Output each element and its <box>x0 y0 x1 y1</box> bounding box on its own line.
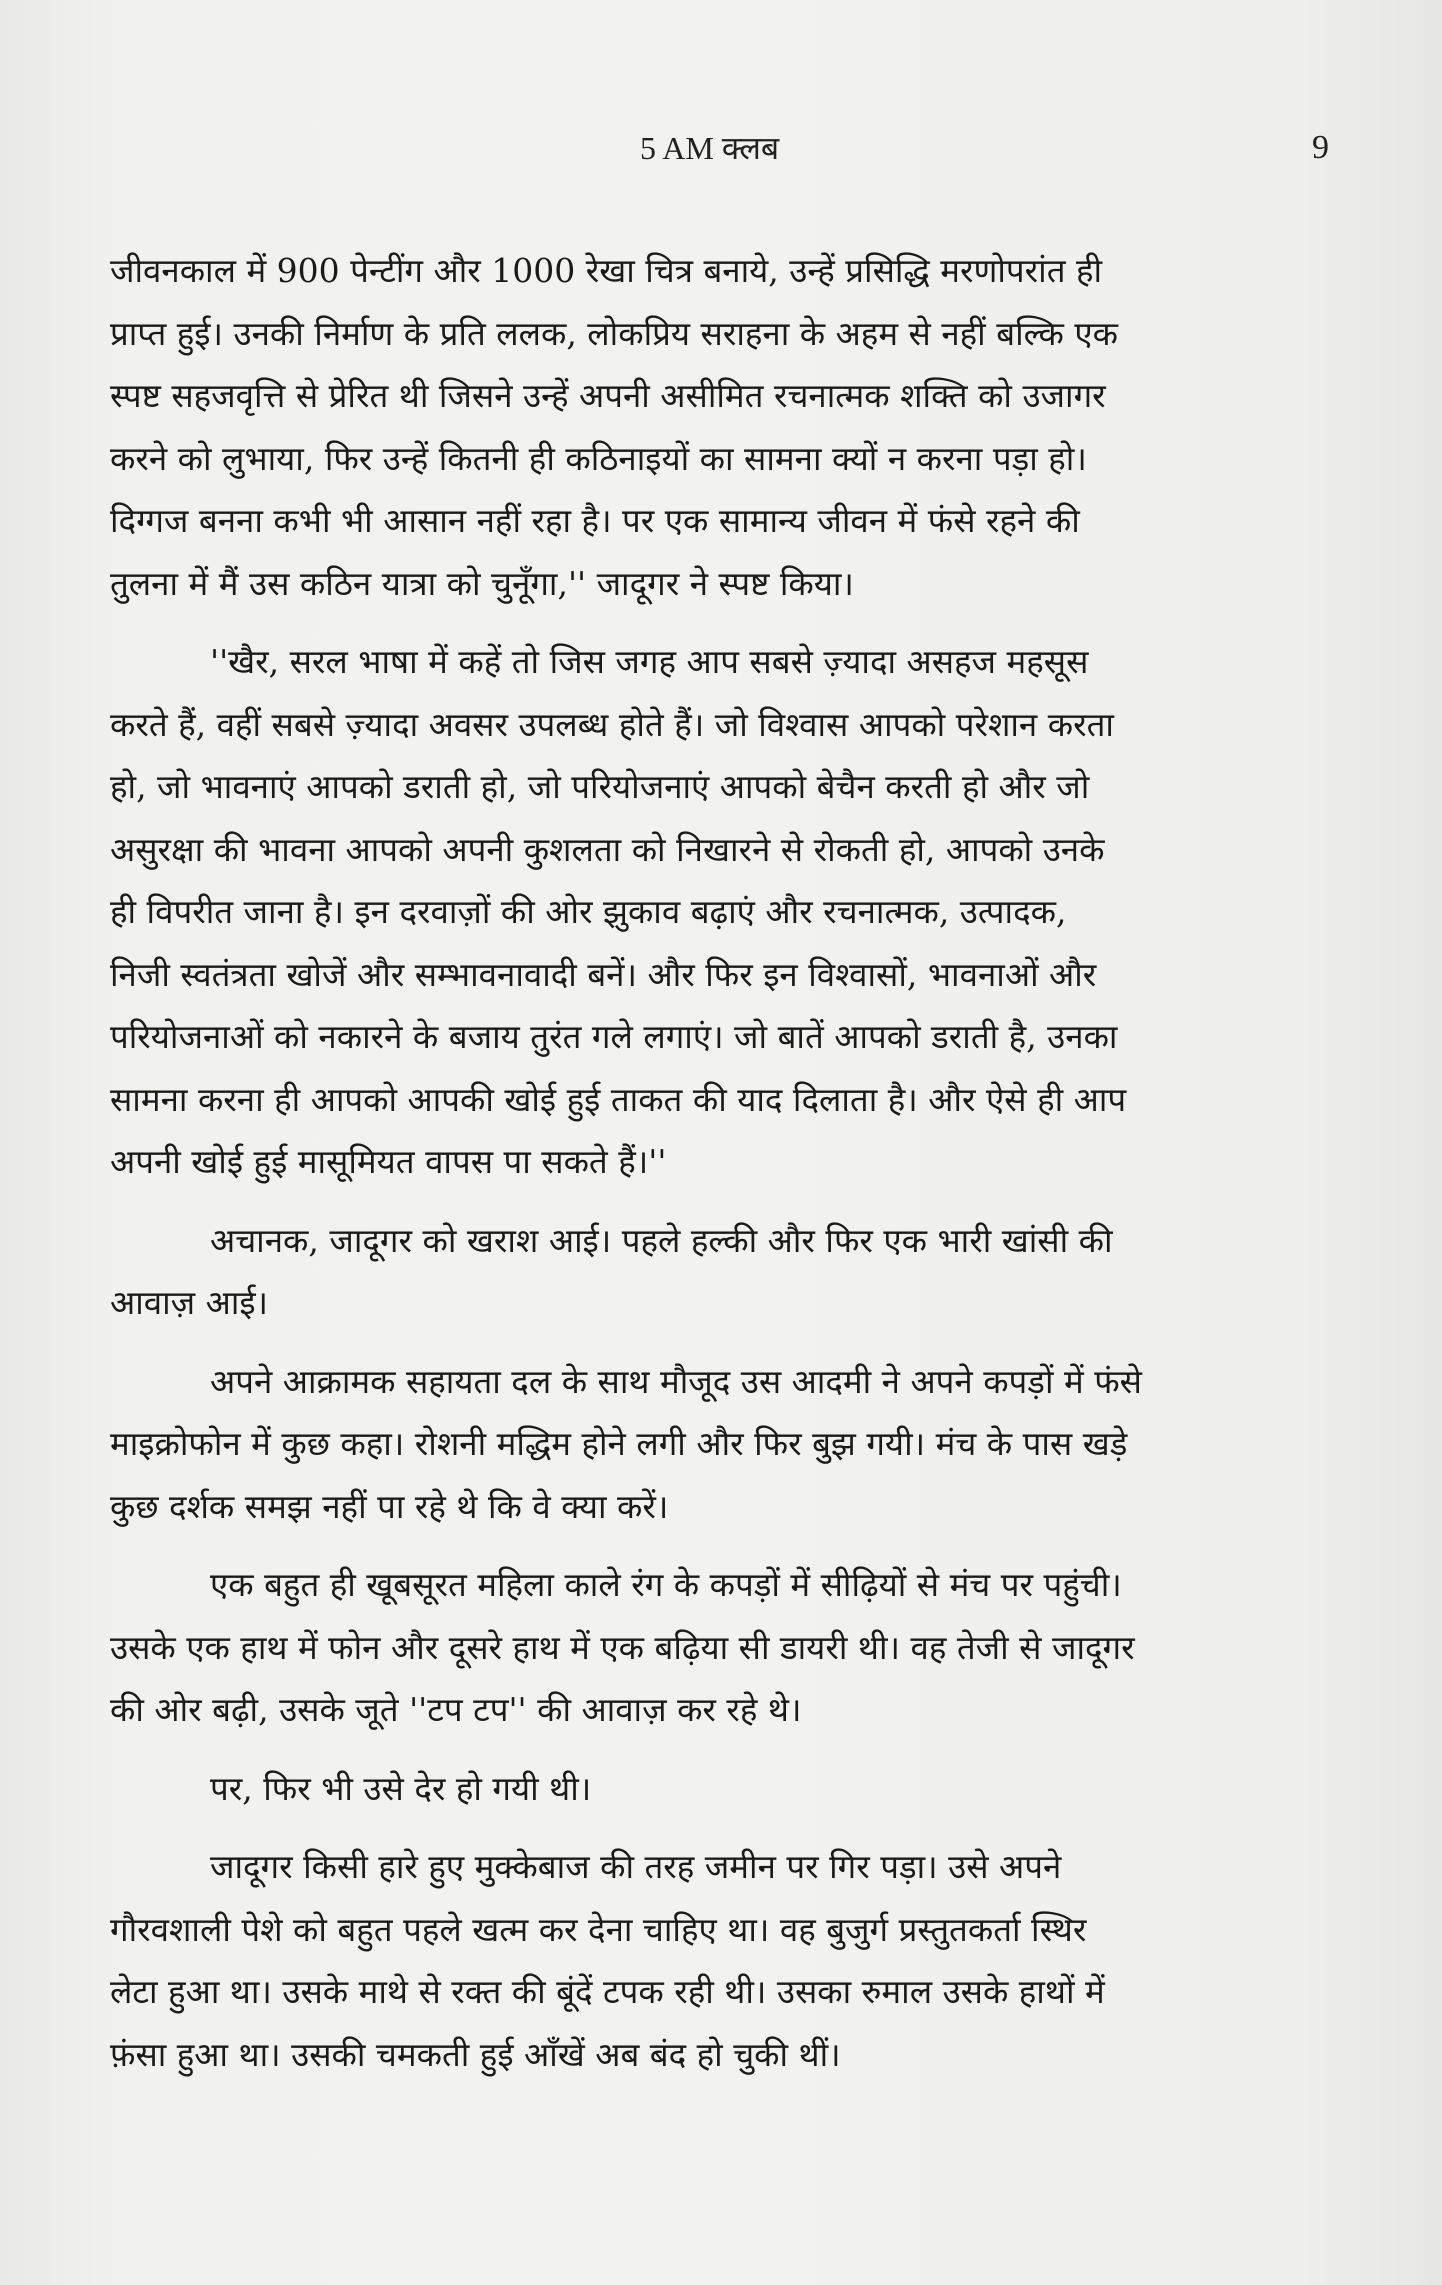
text-line: जादूगर किसी हारे हुए मुक्केबाज की तरह जमीन पर गिर पड़ा। उसे अपने <box>210 1847 1062 1886</box>
text-line: तुलना में मैं उस कठिन यात्रा को चुनूँगा,'' जादूगर ने स्पष्ट किया। <box>110 563 854 603</box>
running-header <box>0 128 1442 178</box>
book-title: 5 AM क्लब <box>640 130 780 166</box>
text-line: की ओर बढ़ी, उसके जूते ''टप टप'' की आवाज़ कर रहे थे। <box>110 1690 802 1729</box>
text-line: असुरक्षा की भावना आपको अपनी कुशलता को निखारने से रोकती हो, आपको उनके <box>110 829 1105 869</box>
paragraph <box>110 1836 1325 2086</box>
text-line: सामना करना ही आपको आपकी खोई हुई ताकत की याद दिलाता है। और ऐसे ही आप <box>110 1079 1127 1119</box>
text-line: ही विपरीत जाना है। इन दरवाज़ों की ओर झुकाव बढ़ाएं और रचनात्मक, उत्पादक, <box>110 892 1067 931</box>
paragraph <box>110 1210 1325 1335</box>
text-line: अपने आक्रामक सहायता दल के साथ मौजूद उस आदमी ने अपने कपड़ों में फंसे <box>210 1361 1142 1401</box>
paragraph <box>110 1758 1325 1821</box>
paragraph <box>110 631 1325 1194</box>
page-number: 9 <box>1312 129 1329 166</box>
text-line: माइक्रोफोन में कुछ कहा। रोशनी मद्धिम होने लगी और फिर बुझ गयी। मंच के पास खड़े <box>110 1424 1128 1463</box>
text-line: जीवनकाल में 900 पेन्टींग और 1000 रेखा चित्र बनाये, उन्हें प्रसिद्धि मरणोपरांत ही <box>110 251 1103 290</box>
paragraph <box>110 240 1325 615</box>
text-line: एक बहुत ही खूबसूरत महिला काले रंग के कपड़ों में सीढ़ियों से मंच पर पहुंची। <box>210 1565 1122 1604</box>
text-line: अपनी खोई हुई मासूमियत वापस पा सकते हैं।'' <box>110 1142 667 1181</box>
text-line: प्राप्त हुई। उनकी निर्माण के प्रति ललक, लोकप्रिय सराहना के अहम से नहीं बल्कि एक <box>110 313 1118 353</box>
text-line: दिग्गज बनना कभी भी आसान नहीं रहा है। पर एक सामान्य जीवन में फंसे रहने की <box>110 501 1080 540</box>
text-line: करने को लुभाया, फिर उन्हें कितनी ही कठिनाइयों का सामना क्यों न करना पड़ा हो। <box>110 438 1087 478</box>
text-line: पर, फिर भी उसे देर हो गयी थी। <box>210 1768 592 1808</box>
text-line: गौरवशाली पेशे को बहुत पहले खत्म कर देना चाहिए था। वह बुजुर्ग प्रस्तुतकर्ता स्थिर <box>110 1909 1087 1949</box>
text-line: फ़ंसा हुआ था। उसकी चमकती हुई आँखें अब बंद हो चुकी थीं। <box>110 2034 841 2074</box>
text-line: लेटा हुआ था। उसके माथे से रक्त की बूंदें टपक रही थी। उसका रुमाल उसके हाथों में <box>110 1972 1105 2011</box>
paragraph <box>110 1554 1325 1742</box>
text-line: ''खैर, सरल भाषा में कहें तो जिस जगह आप सबसे ज़्यादा असहज महसूस <box>210 642 1089 681</box>
text-line: आवाज़ आई। <box>110 1283 269 1322</box>
paragraph <box>110 1351 1325 1539</box>
text-line: अचानक, जादूगर को खराश आई। पहले हल्की और फिर एक भारी खांसी की <box>210 1220 1113 1260</box>
text-line: कुछ दर्शक समझ नहीं पा रहे थे कि वे क्या करें। <box>110 1486 669 1526</box>
text-line: परियोजनाओं को नकारने के बजाय तुरंत गले लगाएं। जो बातें आपको डराती है, उनका <box>110 1017 1118 1056</box>
text-line: करते हैं, वहीं सबसे ज़्यादा अवसर उपलब्ध होते हैं। जो विश्वास आपको परेशान करता <box>110 704 1114 744</box>
text-line: निजी स्वतंत्रता खोजें और सम्भावनावादी बनें। और फिर इन विश्वासों, भावनाओं और <box>110 954 1097 994</box>
text-line: हो, जो भावनाएं आपको डराती हो, जो परियोजनाएं आपको बेचैन करती हो और जो <box>110 767 1090 806</box>
text-line: स्पष्ट सहजवृत्ति से प्रेरित थी जिसने उन्हें अपनी असीमित रचनात्मक शक्ति को उजागर <box>110 376 1106 415</box>
text-line: उसके एक हाथ में फोन और दूसरे हाथ में एक बढ़िया सी डायरी थी। वह तेजी से जादूगर <box>110 1627 1135 1667</box>
body-text <box>110 240 1325 2086</box>
